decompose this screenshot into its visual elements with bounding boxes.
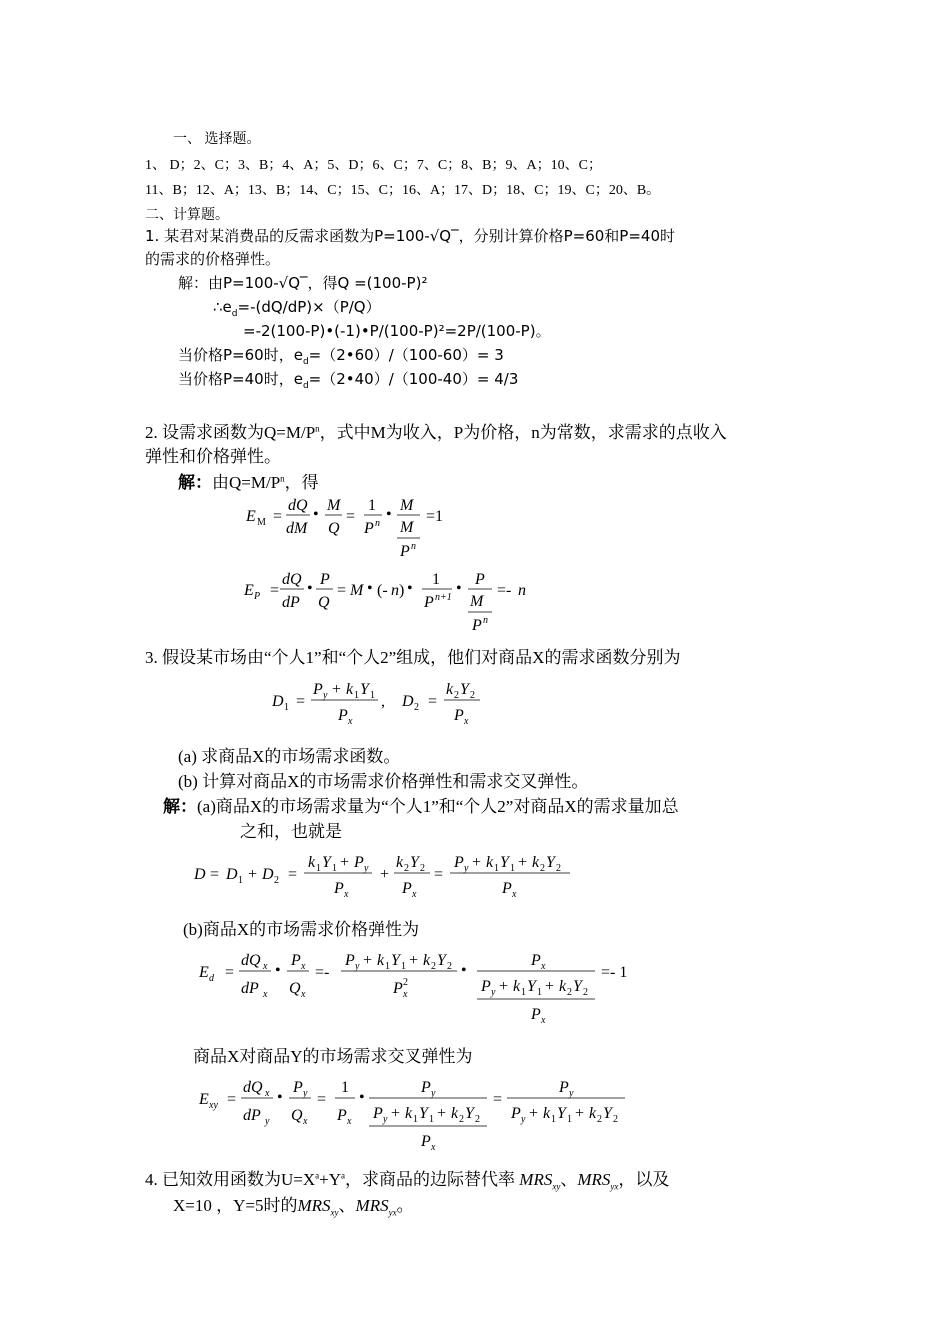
svg-text:P: P xyxy=(320,571,330,588)
svg-text:2: 2 xyxy=(404,863,409,874)
svg-text:1: 1 xyxy=(551,1114,556,1125)
svg-text:1: 1 xyxy=(567,1114,572,1125)
svg-text:y: y xyxy=(323,690,328,701)
svg-text:•: • xyxy=(456,580,462,597)
svg-text:x: x xyxy=(344,889,349,900)
svg-text:x: x xyxy=(541,1015,546,1026)
svg-text:Q: Q xyxy=(291,1107,303,1124)
svg-text:=: = xyxy=(317,1091,327,1108)
svg-text:•: • xyxy=(359,1089,365,1106)
svg-text:+: + xyxy=(545,978,555,995)
svg-text:P: P xyxy=(475,571,485,588)
q4-line-1: 4. 已知效用函数为$U=X^a+Y^a$，求商品的边际替代率 $MRS_{xy}$、$MRS_{yx}$，以及 xyxy=(145,1170,670,1192)
svg-text:=- 1: =- 1 xyxy=(601,964,628,981)
svg-text:k: k xyxy=(423,952,431,969)
svg-text:P: P xyxy=(291,952,301,969)
price-elasticity-formula xyxy=(240,565,540,645)
svg-text:=: = xyxy=(273,508,283,525)
svg-text:+: + xyxy=(363,952,373,969)
svg-text:Y: Y xyxy=(391,952,400,969)
svg-text:M: M xyxy=(470,593,484,610)
market-demand-formula xyxy=(190,845,590,905)
q1-solution-4: 当价格P=60时，$e_d=(2•60)/(100-60)= 3$ xyxy=(178,346,504,367)
svg-text:=: = xyxy=(227,1091,237,1108)
answers-row-1: 1、 D；2、C；3、B；4、A；5、D；6、C；7、C；8、B；9、A；10、C； xyxy=(145,158,602,173)
svg-text:E: E xyxy=(199,964,209,981)
svg-text:+: + xyxy=(437,1105,447,1122)
svg-text:n+1: n+1 xyxy=(435,592,452,603)
svg-text:P: P xyxy=(354,854,364,871)
svg-text:): ) xyxy=(399,582,405,599)
svg-text:x: x xyxy=(431,1142,436,1153)
q2-solution-intro: 解：由$Q=M/P^n$，得 xyxy=(178,473,319,492)
svg-text:x: x xyxy=(263,961,268,972)
q1-solution-1: 解：由P=100-√Q‾，得Q =(100-P)² xyxy=(178,274,428,292)
svg-text:P: P xyxy=(502,880,512,897)
svg-text:2: 2 xyxy=(403,977,408,988)
svg-text:E: E xyxy=(244,582,254,599)
svg-text:1: 1 xyxy=(537,987,542,998)
svg-text:•: • xyxy=(386,506,392,523)
svg-text:k: k xyxy=(396,854,404,871)
svg-text:•: • xyxy=(307,580,313,597)
svg-text:Q: Q xyxy=(328,520,340,537)
svg-text:dQ: dQ xyxy=(282,571,302,588)
svg-text:2: 2 xyxy=(454,690,459,701)
svg-text:D: D xyxy=(262,866,274,883)
svg-text:d: d xyxy=(209,973,214,984)
cross-elasticity-formula xyxy=(195,1070,655,1160)
svg-text:+: + xyxy=(529,1105,539,1122)
svg-text:dP: dP xyxy=(282,594,300,611)
svg-text:Q: Q xyxy=(289,980,301,997)
svg-text:y: y xyxy=(569,1088,574,1099)
svg-text:y: y xyxy=(383,1114,388,1125)
svg-text:x: x xyxy=(403,989,408,1000)
svg-text:2: 2 xyxy=(414,702,419,713)
svg-text:P: P xyxy=(400,543,410,560)
svg-text:y: y xyxy=(521,1114,526,1125)
svg-text:2: 2 xyxy=(475,1114,480,1125)
svg-text:y: y xyxy=(491,987,496,998)
svg-text:•: • xyxy=(461,962,467,979)
svg-text:n: n xyxy=(391,582,399,599)
svg-text:=: = xyxy=(428,693,438,710)
svg-text:2: 2 xyxy=(583,987,588,998)
q3-solution-a-1: 解：(a)商品X的市场需求量为“个人1”和“个人2”对商品X的需求量加总 xyxy=(163,797,679,816)
svg-text:y: y xyxy=(303,1088,308,1099)
svg-text:D: D xyxy=(194,866,206,883)
svg-text:•: • xyxy=(407,580,413,597)
q4-line-2: X=10 ，Y=5时的$MRS_{xy}$、$MRS_{yx}$。 xyxy=(173,1196,414,1218)
svg-text:k: k xyxy=(405,1105,413,1122)
svg-text:D: D xyxy=(402,693,414,710)
svg-text:E: E xyxy=(199,1091,209,1108)
svg-text:x: x xyxy=(348,716,353,727)
svg-text:,: , xyxy=(381,693,385,710)
svg-text:P: P xyxy=(402,880,412,897)
q3-part-b: (b) 计算对商品X的市场需求价格弹性和需求交叉弹性。 xyxy=(178,772,589,791)
svg-text:P: P xyxy=(334,880,344,897)
svg-text:k: k xyxy=(308,854,316,871)
svg-text:P: P xyxy=(338,707,348,724)
svg-text:=: = xyxy=(210,866,220,883)
svg-text:dM: dM xyxy=(286,520,308,537)
svg-text:P: P xyxy=(531,952,541,969)
svg-text:2: 2 xyxy=(470,690,475,701)
svg-text:Y: Y xyxy=(460,681,469,698)
svg-text:+: + xyxy=(472,854,482,871)
svg-text:Q: Q xyxy=(318,594,330,611)
svg-text:k: k xyxy=(446,681,454,698)
q1-solution-5: 当价格P=40时，$e_d=(2•40)/(100-40)= 4/3$ xyxy=(178,370,519,391)
svg-text:2: 2 xyxy=(556,863,561,874)
svg-text:x: x xyxy=(301,989,306,1000)
svg-text:n: n xyxy=(411,541,416,552)
svg-text:k: k xyxy=(532,854,540,871)
svg-text:Y: Y xyxy=(322,854,331,871)
svg-text:2: 2 xyxy=(613,1114,618,1125)
svg-text:1: 1 xyxy=(413,1114,418,1125)
svg-text:P: P xyxy=(313,681,323,698)
svg-text:k: k xyxy=(559,978,567,995)
svg-text:+: + xyxy=(518,854,528,871)
svg-text:2: 2 xyxy=(597,1114,602,1125)
svg-text:P: P xyxy=(454,854,464,871)
svg-text:M: M xyxy=(350,582,364,599)
svg-text:=: = xyxy=(288,866,298,883)
svg-text:=: = xyxy=(225,964,235,981)
svg-text:P: P xyxy=(421,1133,431,1150)
svg-text:dP: dP xyxy=(241,980,259,997)
svg-text:Y: Y xyxy=(465,1105,474,1122)
svg-text:+: + xyxy=(248,866,258,883)
svg-text:1: 1 xyxy=(429,1114,434,1125)
svg-text:=: = xyxy=(434,866,444,883)
svg-text:x: x xyxy=(303,1116,308,1127)
svg-text:Y: Y xyxy=(437,952,446,969)
svg-text:Y: Y xyxy=(603,1105,612,1122)
svg-text:P: P xyxy=(345,952,355,969)
svg-text:P: P xyxy=(364,520,374,537)
svg-text:=: = xyxy=(337,582,347,599)
svg-text:1: 1 xyxy=(370,690,375,701)
svg-text:Y: Y xyxy=(573,978,582,995)
svg-text:P: P xyxy=(393,980,403,997)
q3-line-1: 3. 假设某市场由“个人1”和“个人2”组成，他们对商品X的需求函数分别为 xyxy=(145,648,681,667)
q1-line-1: 1. 某君对某消费品的反需求函数为P=100-√Q‾，分别计算价格P=60和P=40时 xyxy=(145,227,676,245)
svg-text:dQ: dQ xyxy=(241,952,261,969)
svg-text:+: + xyxy=(332,681,342,698)
svg-text:1: 1 xyxy=(385,961,390,972)
svg-text:=1: =1 xyxy=(426,508,444,525)
svg-text:k: k xyxy=(543,1105,551,1122)
svg-text:P: P xyxy=(293,1079,303,1096)
svg-text:x: x xyxy=(512,889,517,900)
q3-solution-b: (b)商品X的市场需求价格弹性为 xyxy=(183,920,420,939)
section-title-choice: 一、 选择题。 xyxy=(173,132,261,147)
svg-text:1: 1 xyxy=(354,690,359,701)
svg-text:2: 2 xyxy=(459,1114,464,1125)
svg-text:2: 2 xyxy=(540,863,545,874)
svg-text:P: P xyxy=(481,978,491,995)
svg-text:k: k xyxy=(377,952,385,969)
svg-text:y: y xyxy=(431,1088,436,1099)
q1-line-2: 的需求的价格弹性。 xyxy=(145,250,281,268)
svg-text:Y: Y xyxy=(546,854,555,871)
svg-text:y: y xyxy=(355,961,360,972)
q2-line-1: 2. 设需求函数为$Q=M/P^n$，式中M为收入，P为价格，n为常数，求需求的点收入 xyxy=(145,423,727,442)
svg-text:n: n xyxy=(518,582,526,599)
svg-text:=: = xyxy=(270,582,280,599)
svg-text:y: y xyxy=(364,863,369,874)
svg-text:1: 1 xyxy=(238,875,243,886)
svg-text:P: P xyxy=(254,591,261,602)
svg-text:=-: =- xyxy=(497,582,512,599)
svg-text:2: 2 xyxy=(431,961,436,972)
income-elasticity-formula xyxy=(240,490,460,570)
svg-text:(-: (- xyxy=(377,582,388,599)
svg-text:P: P xyxy=(454,707,464,724)
svg-text:dQ: dQ xyxy=(243,1079,263,1096)
svg-text:+: + xyxy=(391,1105,401,1122)
svg-text:dQ: dQ xyxy=(288,497,308,514)
svg-text:1: 1 xyxy=(494,863,499,874)
svg-text:x: x xyxy=(263,989,268,1000)
svg-text:P: P xyxy=(421,1079,431,1096)
svg-text:Y: Y xyxy=(360,681,369,698)
svg-text:k: k xyxy=(451,1105,459,1122)
svg-text:1: 1 xyxy=(341,1079,349,1096)
svg-text:x: x xyxy=(412,889,417,900)
svg-text:2: 2 xyxy=(567,987,572,998)
svg-text:=: = xyxy=(346,508,356,525)
svg-text:Y: Y xyxy=(500,854,509,871)
svg-text:E: E xyxy=(246,508,256,525)
svg-text:1: 1 xyxy=(510,863,515,874)
svg-text:k: k xyxy=(589,1105,597,1122)
svg-text:•: • xyxy=(367,580,373,597)
svg-text:=: = xyxy=(296,693,306,710)
svg-text:Y: Y xyxy=(410,854,419,871)
svg-text:+: + xyxy=(340,854,350,871)
svg-text:y: y xyxy=(265,1116,270,1127)
svg-text:P: P xyxy=(373,1105,383,1122)
svg-text:1: 1 xyxy=(432,571,440,588)
svg-text:M: M xyxy=(257,517,266,528)
svg-text:x: x xyxy=(541,961,546,972)
svg-text:1: 1 xyxy=(284,702,289,713)
svg-text:M: M xyxy=(400,519,414,536)
svg-text:k: k xyxy=(346,681,354,698)
svg-text:•: • xyxy=(277,1089,283,1106)
q3-solution-c: 商品X对商品Y的市场需求交叉弹性为 xyxy=(193,1047,473,1066)
svg-text:•: • xyxy=(313,506,319,523)
q1-solution-2: $\therefore e_d=-(dQ/dP)\times(P/Q)$ xyxy=(213,298,381,319)
svg-text:1: 1 xyxy=(316,863,321,874)
svg-text:2: 2 xyxy=(274,875,279,886)
svg-text:1: 1 xyxy=(401,961,406,972)
svg-text:Y: Y xyxy=(419,1105,428,1122)
svg-text:x: x xyxy=(265,1088,270,1099)
q3-part-a: (a) 求商品X的市场需求函数。 xyxy=(178,747,401,766)
svg-text:=: = xyxy=(493,1091,503,1108)
svg-text:M: M xyxy=(400,497,414,514)
svg-text:P: P xyxy=(559,1079,569,1096)
section-title-calc: 二、计算题。 xyxy=(145,208,229,223)
svg-text:x: x xyxy=(464,716,469,727)
svg-text:y: y xyxy=(464,863,469,874)
svg-text:P: P xyxy=(472,617,482,634)
svg-text:P: P xyxy=(511,1105,521,1122)
svg-text:n: n xyxy=(375,518,380,529)
svg-text:1: 1 xyxy=(521,987,526,998)
svg-text:x: x xyxy=(301,961,306,972)
q2-line-2: 弹性和价格弹性。 xyxy=(145,447,281,466)
individual-demand-formulas xyxy=(268,672,498,732)
market-price-elasticity-formula xyxy=(195,945,655,1035)
svg-text:n: n xyxy=(483,615,488,626)
svg-text:P: P xyxy=(531,1006,541,1023)
svg-text:2: 2 xyxy=(420,863,425,874)
svg-text:+: + xyxy=(409,952,419,969)
svg-text:+: + xyxy=(575,1105,585,1122)
svg-text:•: • xyxy=(275,962,281,979)
svg-text:2: 2 xyxy=(447,961,452,972)
answers-row-2: 11、B；12、A；13、B；14、C；15、C；16、A；17、D；18、C；19、C；20、B。 xyxy=(145,183,661,198)
svg-text:x: x xyxy=(347,1116,352,1127)
svg-text:Y: Y xyxy=(527,978,536,995)
svg-text:P: P xyxy=(337,1107,347,1124)
svg-text:dP: dP xyxy=(243,1107,261,1124)
svg-text:=-: =- xyxy=(315,964,330,981)
q3-solution-a-2: 之和，也就是 xyxy=(240,822,342,841)
svg-text:xy: xy xyxy=(209,1100,218,1111)
svg-text:M: M xyxy=(327,497,341,514)
svg-text:Y: Y xyxy=(557,1105,566,1122)
svg-text:P: P xyxy=(424,594,434,611)
svg-text:k: k xyxy=(486,854,494,871)
svg-text:+: + xyxy=(380,866,390,883)
svg-text:D: D xyxy=(226,866,238,883)
svg-text:+: + xyxy=(499,978,509,995)
svg-text:D: D xyxy=(272,693,284,710)
svg-text:1: 1 xyxy=(332,863,337,874)
svg-text:1: 1 xyxy=(368,497,376,514)
svg-text:k: k xyxy=(513,978,521,995)
q1-solution-3: =-2(100-P)•(-1)•P/(100-P)²=2P/(100-P)。 xyxy=(243,322,551,340)
